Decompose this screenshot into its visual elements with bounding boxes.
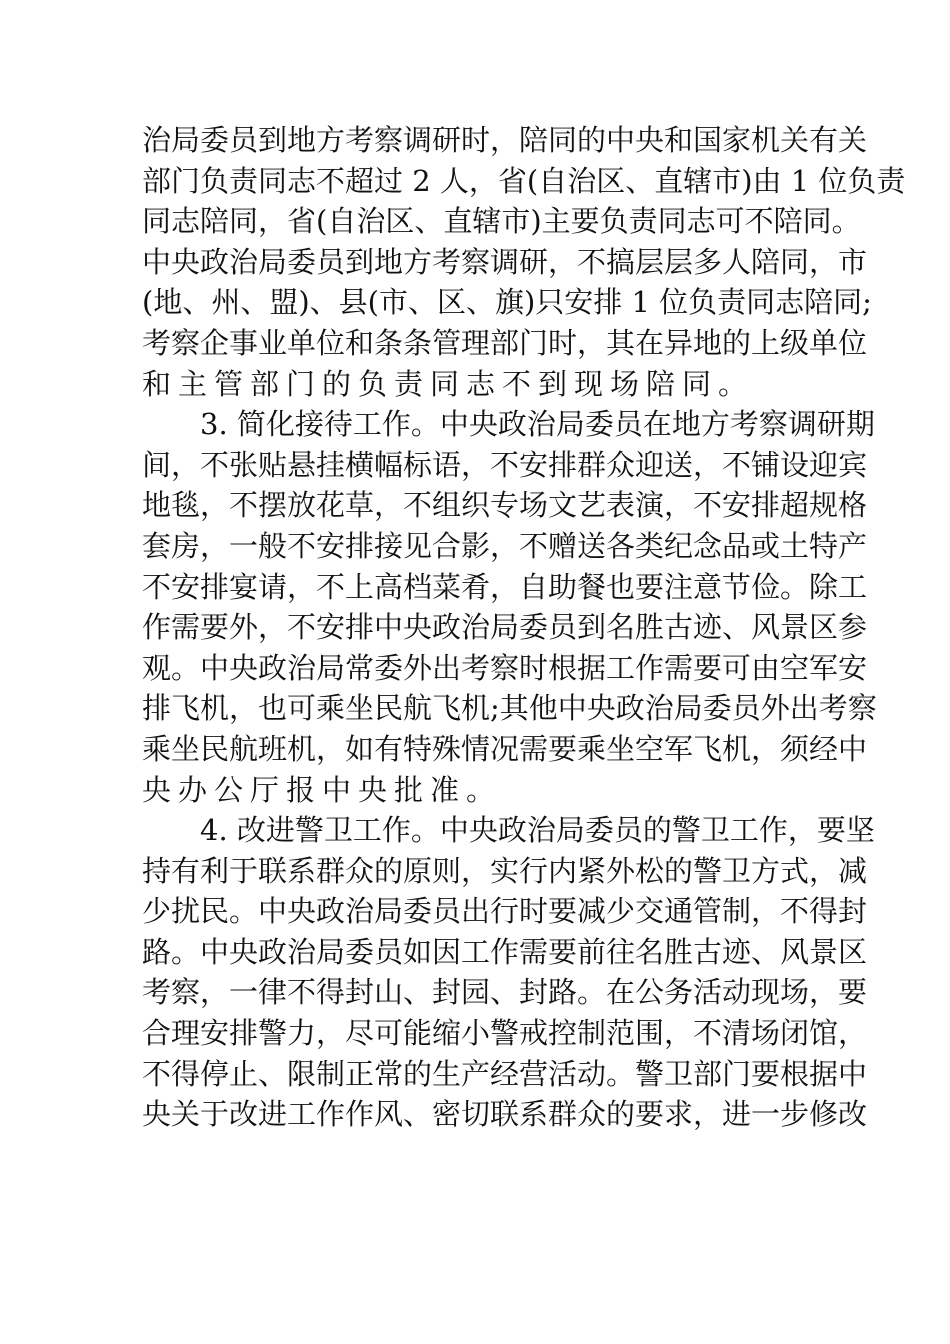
text-line: 部门负责同志不超过 2 人，省(自治区、直辖市)由 1 位负责 [142,163,906,198]
text-line: 间，不张贴悬挂横幅标语，不安排群众迎送，不铺设迎宾 [142,447,868,482]
text-line: 中央政治局委员到地方考察调研，不搞层层多人陪同，市 [142,244,868,279]
paragraph-accompaniment [142,120,906,404]
text-line: 合理安排警力，尽可能缩小警戒控制范围，不清场闭馆， [142,1016,868,1051]
text-line: 考察企事业单位和条条管理部门时，其在异地的上级单位 [142,325,868,360]
text-line: 考察，一律不得封山、封园、封路。在公务活动现场，要 [142,975,868,1010]
text-line: 央办公厅报中央批准。 [142,772,503,807]
text-line: 少扰民。中央政治局委员出行时要减少交通管制，不得封 [142,894,868,929]
document-page [142,120,906,1135]
text-line: 观。中央政治局常委外出考察时根据工作需要可由空军安 [142,650,868,685]
text-line: 地毯，不摆放花草，不组织专场文艺表演，不安排超规格 [142,488,868,523]
text-line: 乘坐民航班机，如有特殊情况需要乘坐空军飞机，须经中 [142,731,868,766]
paragraph-improve-security [142,810,875,1135]
text-line: 和主管部门的负责同志不到现场陪同。 [142,366,755,401]
text-line: 作需要外，不安排中央政治局委员到名胜古迹、风景区参 [142,610,868,645]
text-line: 央关于改进工作作风、密切联系群众的要求，进一步修改 [142,1097,868,1132]
text-line: 治局委员到地方考察调研时，陪同的中央和国家机关有关 [142,123,868,157]
text-line: (地、州、盟)、县(市、区、旗)只安排 1 位负责同志陪同; [142,285,872,320]
text-line: 4. 改进警卫工作。中央政治局委员的警卫工作，要坚 [200,813,875,848]
text-line: 路。中央政治局委员如因工作需要前往名胜古迹、风景区 [142,934,868,969]
text-line: 持有利于联系群众的原则，实行内紧外松的警卫方式，减 [142,853,868,888]
text-line: 同志陪同，省(自治区、直辖市)主要负责同志可不陪同。 [142,204,861,239]
text-line: 3. 简化接待工作。中央政治局委员在地方考察调研期 [200,407,875,442]
text-line: 排飞机，也可乘坐民航飞机;其他中央政治局委员外出考察 [142,691,877,726]
text-line: 不得停止、限制正常的生产经营活动。警卫部门要根据中 [142,1056,868,1091]
text-line: 套房，一般不安排接见合影，不赠送各类纪念品或土特产 [142,528,868,563]
text-line: 不安排宴请，不上高档菜肴，自助餐也要注意节俭。除工 [142,569,868,604]
paragraph-simplify-reception [142,404,877,810]
